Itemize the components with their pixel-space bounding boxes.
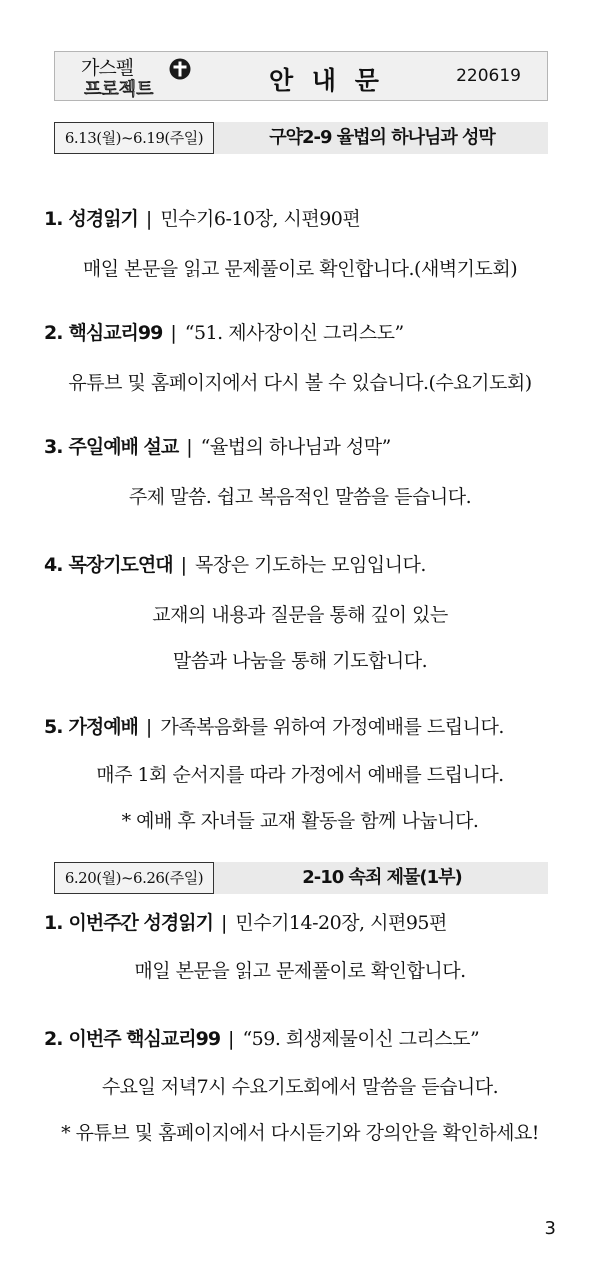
item-value: 가족복음화를 위하여 가정예배를 드립니다. (160, 716, 504, 738)
item-number: 1. (44, 912, 63, 934)
separator: | (228, 1028, 235, 1050)
week1-item5-line2: * 예배 후 자녀들 교재 활동을 함께 나눕니다. (121, 810, 479, 832)
separator: | (145, 208, 153, 230)
page-title: 안 내 문 (269, 66, 384, 95)
week1-item2-heading (44, 318, 404, 345)
item-label: 핵심교리99 (68, 322, 163, 344)
separator: | (220, 912, 228, 934)
separator: | (186, 436, 193, 458)
logo-line2: 프로젝트 (84, 79, 154, 100)
cross-circle-icon (169, 58, 191, 80)
item-number: 2. (44, 322, 63, 344)
week1-item4-line1: 교재의 내용과 질문을 통해 깊이 있는 (152, 604, 448, 626)
week2-item2-heading (44, 1024, 479, 1051)
item-value: 민수기14-20장, 시편95편 (235, 912, 447, 934)
week1-item4-line2: 말씀과 나눔을 통해 기도합니다. (172, 650, 428, 672)
week1-item1-line1: 매일 본문을 읽고 문제풀이로 확인합니다.(새벽기도회) (82, 258, 518, 280)
week1-item5-line1: 매주 1회 순서지를 따라 가정에서 예배를 드립니다. (96, 764, 504, 786)
item-value: 민수기6-10장, 시편90편 (160, 208, 361, 230)
item-value: “59. 희생제물이신 그리스도” (242, 1028, 480, 1050)
week1-bar (54, 122, 548, 154)
week2-dates: 6.20(월)~6.26(주일) (54, 862, 214, 894)
item-number: 3. (44, 436, 63, 458)
week2-item2-line2: * 유튜브 및 홈페이지에서 다시듣기와 강의안을 확인하세요! (61, 1122, 539, 1144)
item-label: 주일예배 설교 (68, 436, 179, 458)
item-label: 이번주간 성경읽기 (68, 912, 213, 934)
item-label: 성경읽기 (68, 208, 138, 230)
week1-item5-heading (44, 712, 504, 739)
separator: | (180, 554, 188, 576)
week1-item3-line1: 주제 말씀. 쉽고 복음적인 말씀을 듣습니다. (128, 486, 472, 508)
item-number: 4. (44, 554, 63, 576)
week1-dates: 6.13(월)~6.19(주일) (54, 122, 214, 154)
week2-title: 2-10 속죄 제물(1부) (302, 867, 462, 888)
item-value: “율법의 하나님과 성막” (200, 436, 391, 458)
week1-item3-heading (44, 432, 391, 459)
week2-bar (54, 862, 548, 894)
item-number: 2. (44, 1028, 63, 1050)
week2-item1-heading (44, 908, 447, 935)
bulletin-code: 220619 (456, 66, 521, 86)
notice-header (54, 51, 548, 101)
separator: | (145, 716, 153, 738)
item-label: 목장기도연대 (68, 554, 173, 576)
item-number: 5. (44, 716, 63, 738)
item-value: 목장은 기도하는 모임입니다. (195, 554, 426, 576)
page-number: 3 (544, 1218, 556, 1239)
logo-line1: 가스펠 (81, 57, 134, 79)
item-label: 가정예배 (68, 716, 138, 738)
week2-item1-line1: 매일 본문을 읽고 문제풀이로 확인합니다. (134, 960, 466, 982)
separator: | (170, 322, 177, 344)
week1-item1-heading (44, 204, 360, 231)
week2-item2-line1: 수요일 저녁7시 수요기도회에서 말씀을 듣습니다. (101, 1076, 499, 1098)
item-number: 1. (44, 208, 63, 230)
week1-item2-line1: 유튜브 및 홈페이지에서 다시 볼 수 있습니다.(수요기도회) (68, 372, 532, 394)
item-value: “51. 제사장이신 그리스도” (184, 322, 404, 344)
item-label: 이번주 핵심교리99 (68, 1028, 221, 1050)
gospel-project-logo (81, 54, 201, 100)
week1-title: 구약2-9 율법의 하나님과 성막 (269, 127, 495, 148)
week1-item4-heading (44, 550, 426, 577)
